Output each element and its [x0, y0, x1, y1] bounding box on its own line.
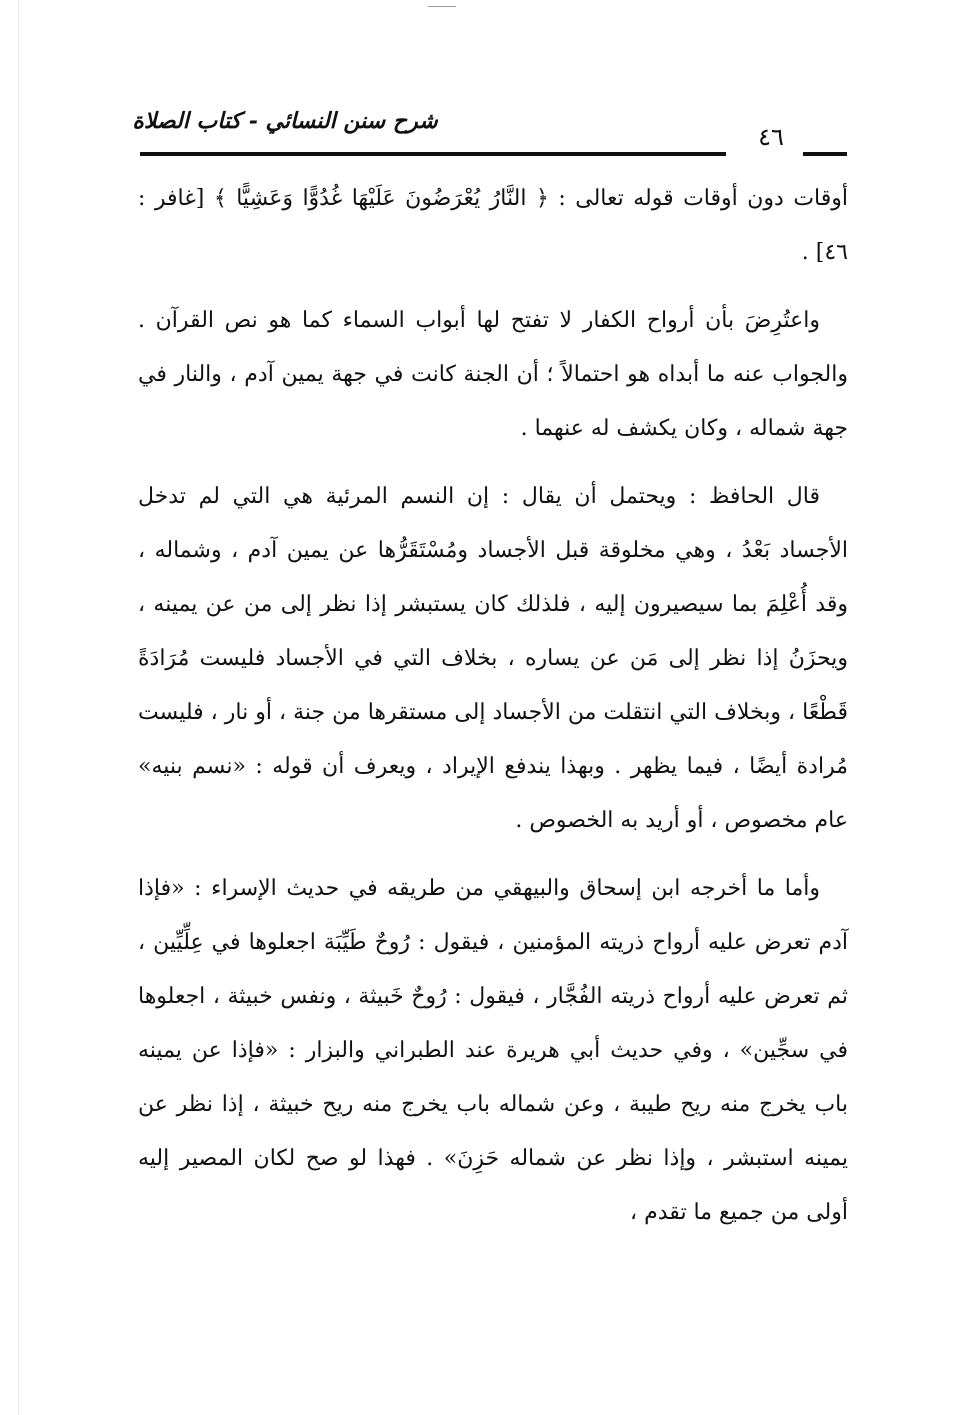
body-text [138, 172, 848, 1240]
paragraph-quran-citation: أوقات دون أوقات قوله تعالى : ﴿ النَّارُ يُعْرَضُونَ عَلَيْهَا غُدُوًّا وَعَشِيًّا ﴾ [غافر : ٤٦] . [138, 186, 848, 265]
paragraph-hafiz: قال الحافظ : ويحتمل أن يقال : إن النسم المرئية هي التي لم تدخل الأجساد بَعْدُ ، وهي مخلوقة قبل الأجساد ومُسْتَقَرُّها عن يمين آدم ، وشماله ، وقد أُعْلِمَ بما سيصيرون إليه ، فلذلك كان يستبشر إذا نظر إلى من عن يمينه ، ويحزَنُ إذا نظر إلى مَن عن يساره ، بخلاف التي في الأجساد فليست مُرَادَةً قَطْعًا ، وبخلاف التي انتقلت من الأجساد إلى مستقرها من جنة ، أو نار ، فليست مُرادة أيضًا ، فيما يظهر . وبهذا يندفع الإيراد ، ويعرف أن قوله : «نسم بنيه» عام مخصوص ، أو أريد به الخصوص . [138, 484, 848, 833]
page-number-rule [803, 152, 847, 156]
paragraph-isra-hadith: وأما ما أخرجه ابن إسحاق والبيهقي من طريقه في حديث الإسراء : «فإذا آدم تعرض عليه أرواح ذريته المؤمنين ، فيقول : رُوحٌ طَيِّبَة اجعلوها في عِلِّيِّين ، ثم تعرض عليه أرواح ذريته الفُجَّار ، فيقول : رُوحٌ خَبيثة ، ونفس خبيثة ، اجعلوها في سجِّين» ، وفي حديث أبي هريرة عند الطبراني والبزار : «فإذا عن يمينه باب يخرج منه ريح طيبة ، وعن شماله باب يخرج منه ريح خبيثة ، إذا نظر عن يمينه استبشر ، وإذا نظر عن شماله حَزِنَ» . فهذا لو صح لكان المصير إليه أولى من جميع ما تقدم ، [138, 876, 848, 1225]
running-header-title: شرح سنن النسائي - كتاب الصلاة [132, 108, 438, 134]
paragraph-objection: واعتُرِضَ بأن أرواح الكفار لا تفتح لها أبواب السماء كما هو نص القرآن . والجواب عنه ما أبداه هو احتمالاً ؛ أن الجنة كانت في جهة يمين آدم ، والنار في جهة شماله ، وكان يكشف له عنهما . [138, 308, 848, 441]
page-number: ٤٦ [758, 123, 784, 151]
top-crop-mark [428, 6, 456, 7]
page-edge-line [18, 0, 19, 1415]
header-rule [140, 152, 726, 156]
